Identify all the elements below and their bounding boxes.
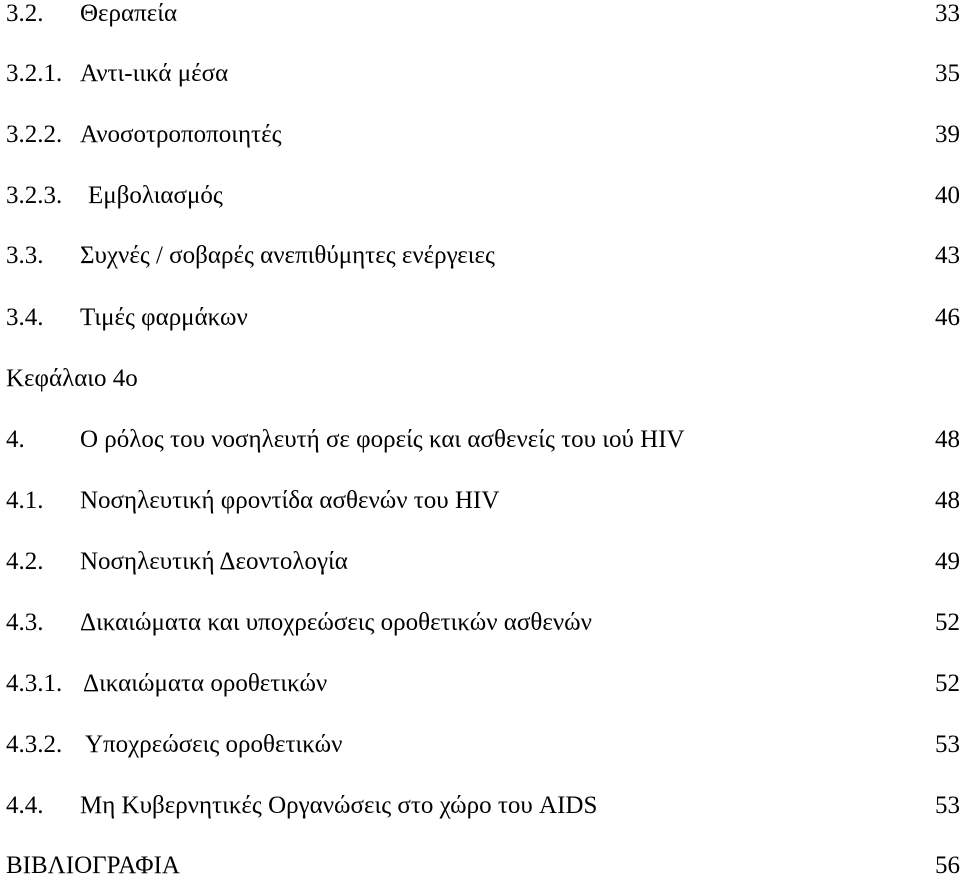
toc-entry-title: Αντι-ιικά μέσα	[80, 60, 229, 87]
toc-entry-title: Νοσηλευτική Δεοντολογία	[80, 548, 348, 575]
toc-entry-page: 48	[935, 426, 960, 453]
toc-entry-title: ΒΙΒΛΙΟΓΡΑΦΙΑ	[6, 852, 180, 879]
toc-entry-3-2[interactable]	[0, 0, 960, 34]
toc-entry-3-2-3[interactable]	[0, 176, 960, 216]
toc-entry-number: 4.4.	[6, 792, 44, 819]
toc-entry-4-3-1[interactable]	[0, 664, 960, 704]
toc-entry-page: 52	[935, 670, 960, 697]
toc-entry-number: 3.2.2.	[6, 121, 63, 148]
toc-entry-title: Δικαιώματα και υποχρεώσεις οροθετικών ασθενών	[80, 609, 592, 636]
toc-entry-number: 3.3.	[6, 242, 44, 269]
toc-entry-title: Ανοσοτροποποιητές	[80, 121, 282, 148]
toc-entry-number: 4.3.2.	[6, 731, 63, 758]
toc-entry-4[interactable]	[0, 420, 960, 460]
toc-entry-title: Νοσηλευτική φροντίδα ασθενών του HIV	[80, 487, 500, 514]
chapter-heading-text: Κεφάλαιο 4ο	[6, 365, 138, 392]
toc-entry-title: Τιμές φαρμάκων	[80, 304, 248, 331]
toc-entry-title: Δικαιώματα οροθετικών	[83, 670, 328, 697]
toc-entry-4-3-2[interactable]	[0, 725, 960, 765]
chapter-heading	[0, 359, 960, 399]
toc-entry-number: 4.3.	[6, 609, 44, 636]
toc-entry-3-3[interactable]	[0, 236, 960, 276]
toc-entry-page: 46	[935, 304, 960, 331]
toc-entry-page: 40	[935, 182, 960, 209]
toc-entry-number: 4.1.	[6, 487, 44, 514]
toc-entry-4-1[interactable]	[0, 481, 960, 521]
toc-entry-page: 52	[935, 609, 960, 636]
toc-entry-page: 53	[935, 792, 960, 819]
toc-entry-4-3[interactable]	[0, 603, 960, 643]
toc-entry-title: Θεραπεία	[80, 0, 178, 27]
toc-entry-title: Μη Κυβερνητικές Οργανώσεις στο χώρο του AIDS	[80, 792, 598, 819]
toc-entry-number: 4.	[6, 426, 25, 453]
toc-entry-number: 4.3.1.	[6, 670, 63, 697]
toc-entry-number: 4.2.	[6, 548, 44, 575]
toc-entry-3-2-1[interactable]	[0, 54, 960, 94]
toc-entry-title: Ο ρόλος του νοσηλευτή σε φορείς και ασθενείς του ιού HIV	[80, 426, 685, 453]
toc-entry-page: 35	[935, 60, 960, 87]
toc-entry-page: 48	[935, 487, 960, 514]
toc-entry-number: 3.2.1.	[6, 60, 63, 87]
toc-entry-number: 3.2.	[6, 0, 44, 27]
toc-entry-4-4[interactable]	[0, 786, 960, 826]
toc-entry-bibliography[interactable]	[0, 846, 960, 886]
toc-entry-number: 3.2.3.	[6, 182, 63, 209]
toc-entry-title: Συχνές / σοβαρές ανεπιθύμητες ενέργειες	[80, 242, 495, 269]
toc-entry-page: 33	[935, 0, 960, 27]
toc-entry-title: Υποχρεώσεις οροθετικών	[85, 731, 343, 758]
toc-entry-page: 49	[935, 548, 960, 575]
toc-entry-page: 53	[935, 731, 960, 758]
toc-entry-number: 3.4.	[6, 304, 44, 331]
toc-entry-page: 39	[935, 121, 960, 148]
toc-entry-page: 43	[935, 242, 960, 269]
toc-entry-page: 56	[935, 852, 960, 879]
toc-entry-title: Εμβολιασμός	[88, 182, 223, 209]
toc-entry-3-4[interactable]	[0, 298, 960, 338]
toc-entry-3-2-2[interactable]	[0, 115, 960, 155]
toc-entry-4-2[interactable]	[0, 542, 960, 582]
